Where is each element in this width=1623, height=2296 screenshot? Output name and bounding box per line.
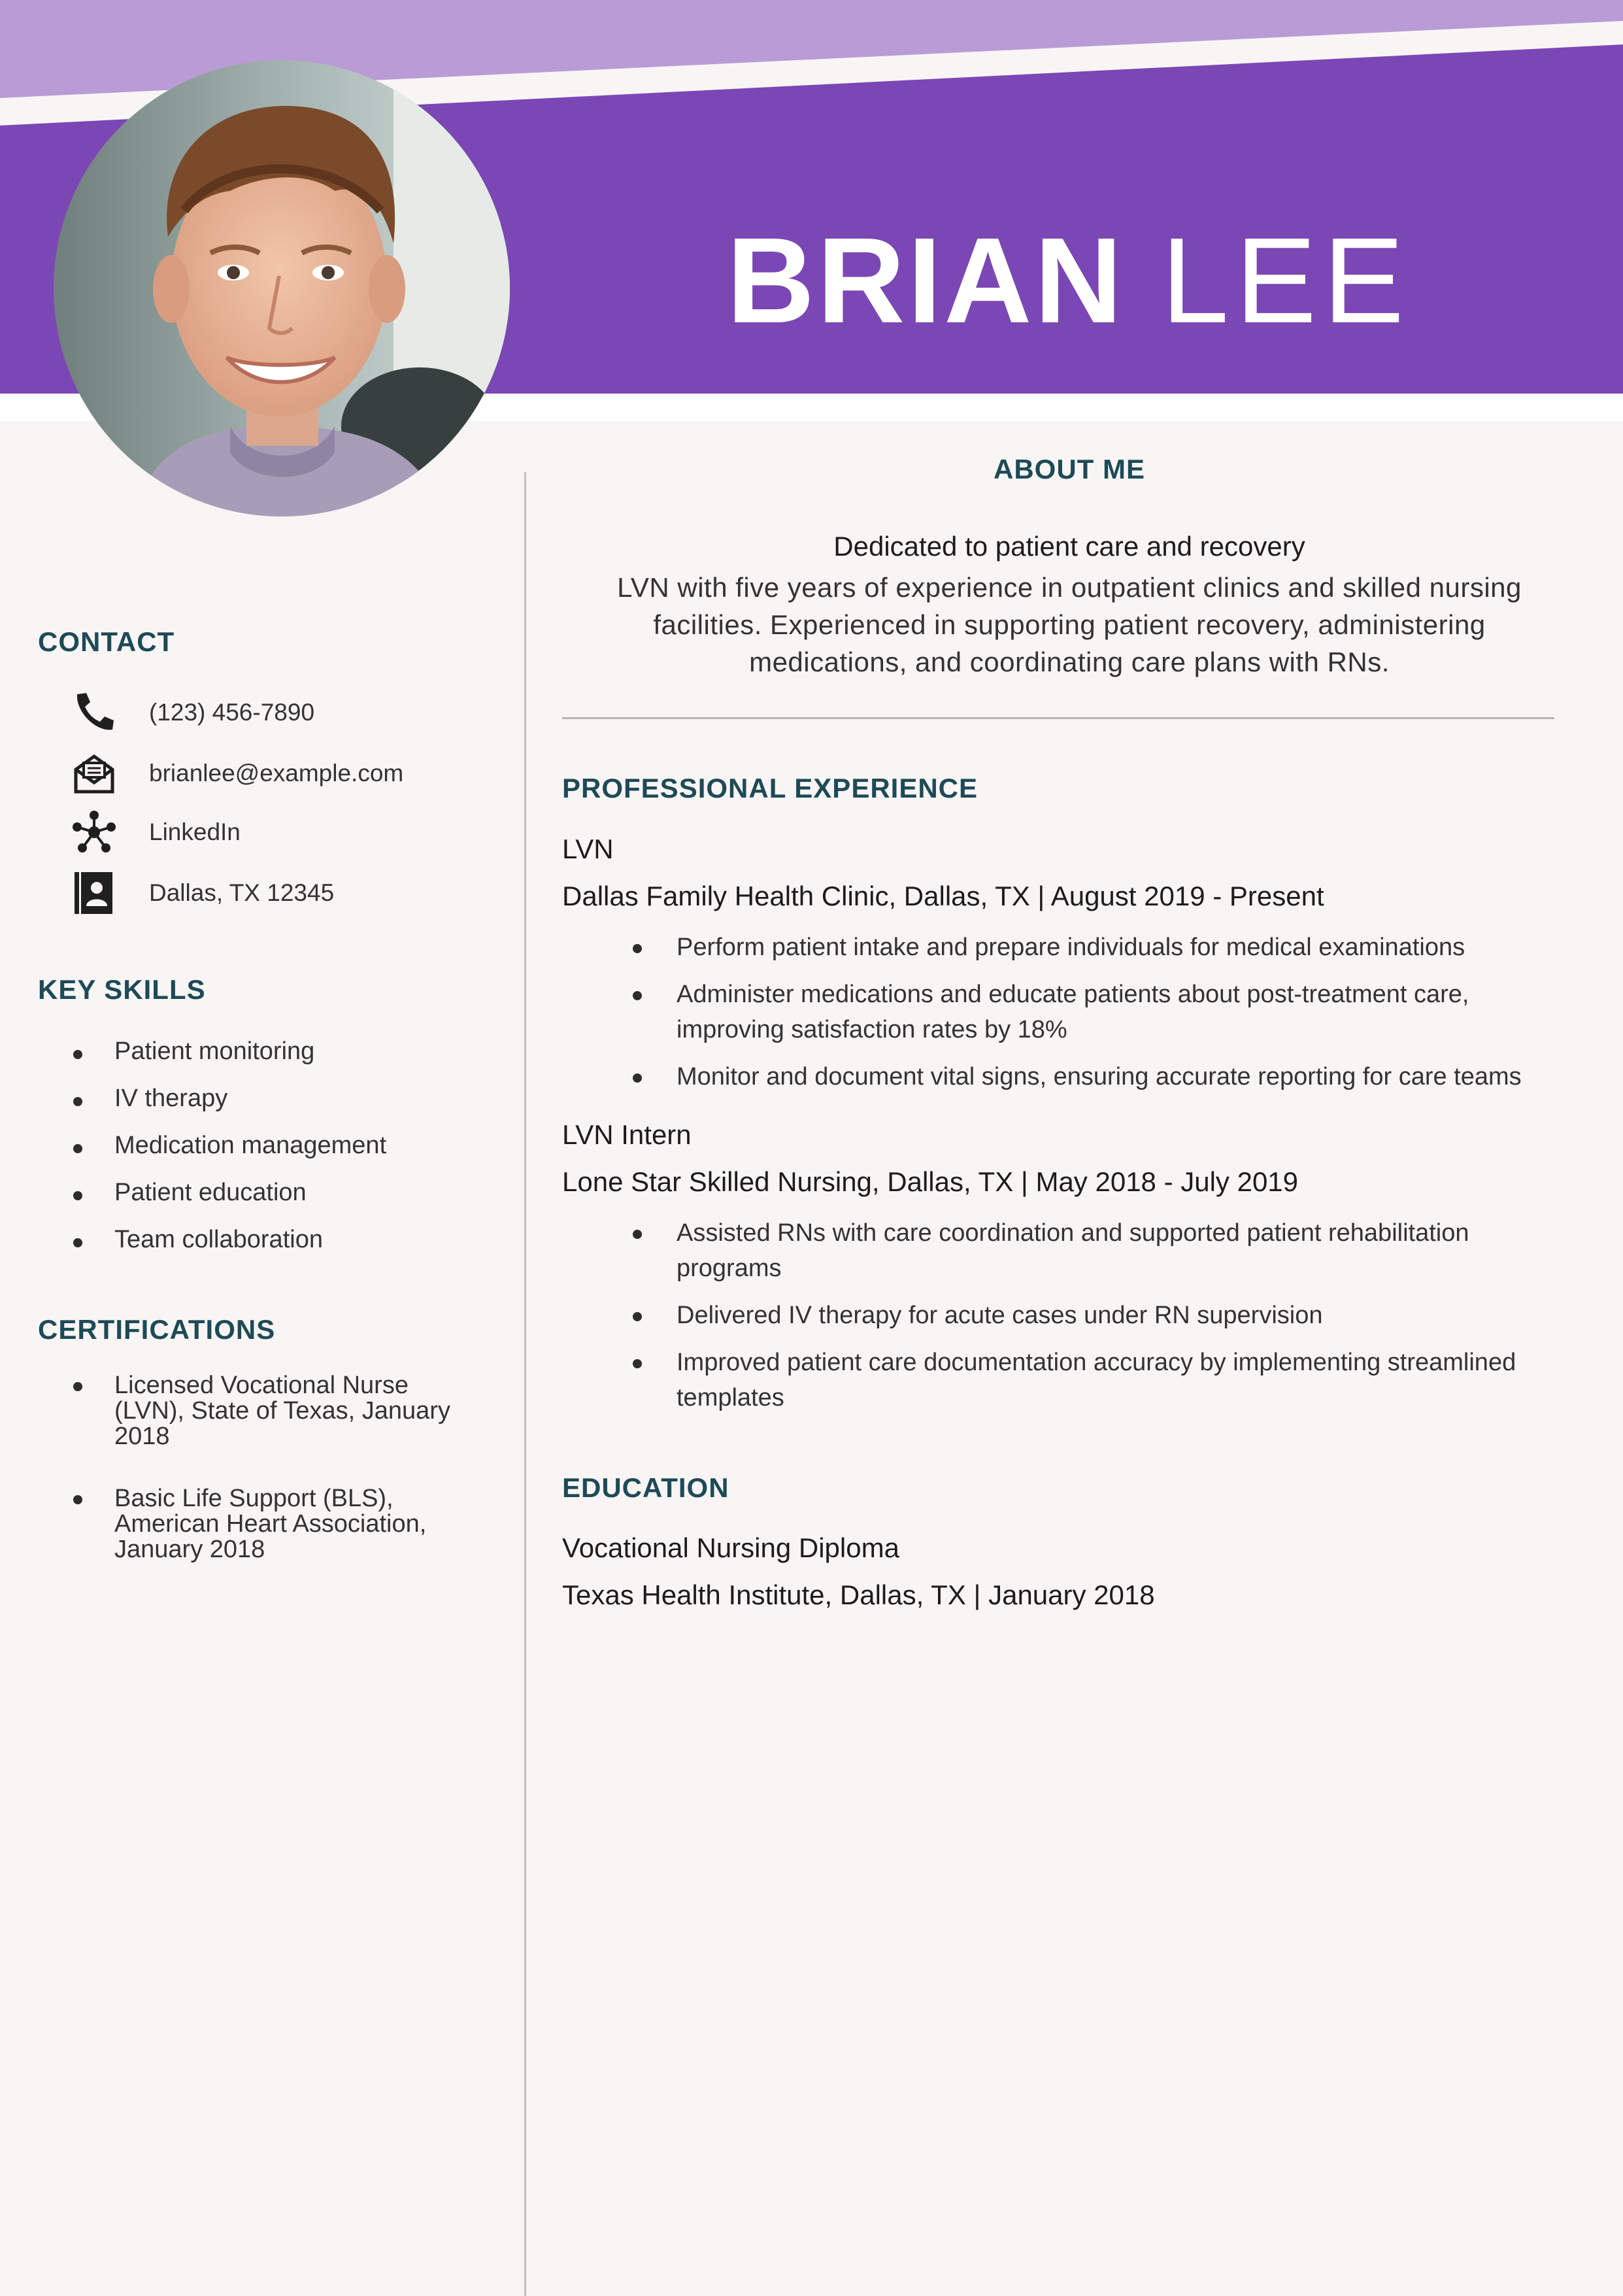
contact-heading: CONTACT [38, 626, 175, 657]
education-heading: EDUCATION [562, 1472, 729, 1503]
linkedin-link[interactable]: LinkedIn [149, 819, 241, 845]
list-item: Patient education [38, 1175, 482, 1223]
job-title: LVN Intern [562, 1119, 692, 1150]
last-name: LEE [1161, 213, 1411, 348]
candidate-name [667, 213, 1471, 348]
job-bullets [627, 1215, 1569, 1427]
certifications-heading: CERTIFICATIONS [38, 1314, 276, 1345]
first-name: BRIAN [726, 213, 1125, 348]
column-divider [524, 472, 526, 2296]
experience-heading: PROFESSIONAL EXPERIENCE [562, 773, 979, 803]
degree: Vocational Nursing Diploma [562, 1532, 899, 1563]
list-item: Monitor and document vital signs, ensuring accurate reporting for care teams [627, 1059, 1569, 1094]
list-item: Medication management [38, 1128, 482, 1175]
job-place: Lone Star Skilled Nursing, Dallas, TX | May 2018 - July 2019 [562, 1166, 1299, 1197]
job-title: LVN [562, 834, 614, 864]
contact-email [71, 747, 404, 800]
envelope-icon [71, 750, 118, 797]
certifications-list [38, 1373, 482, 1599]
list-item: Improved patient care documentation accuracy by implementing streamlined templates [627, 1345, 1569, 1415]
list-item: Basic Life Support (BLS), American Heart Association, January 2018 [38, 1486, 482, 1562]
school: Texas Health Institute, Dallas, TX | January 2018 [562, 1579, 1155, 1610]
about-tagline: Dedicated to patient care and recovery [833, 531, 1305, 562]
phone-number[interactable]: (123) 456-7890 [149, 699, 315, 726]
address-book-icon [71, 869, 118, 917]
about-text: LVN with five years of experience in outpatient clinics and skilled nursing facilities. Experienced in supporting patient recovery, administering medications, and coordinating care plans with RNs. [617, 572, 1522, 677]
location: Dallas, TX 12345 [149, 879, 335, 906]
job-place: Dallas Family Health Clinic, Dallas, TX | August 2019 - Present [562, 881, 1324, 911]
list-item: Perform patient intake and prepare individuals for medical examinations [627, 930, 1569, 965]
list-item: Team collaboration [38, 1223, 482, 1270]
network-icon [71, 809, 118, 856]
list-item: Administer medications and educate patients about post-treatment care, improving satisfaction rates by 18% [627, 977, 1569, 1047]
skills-heading: KEY SKILLS [38, 974, 206, 1005]
list-item: Assisted RNs with care coordination and supported patient rehabilitation programs [627, 1215, 1569, 1286]
email-address[interactable]: brianlee@example.com [149, 760, 404, 786]
list-item: IV therapy [38, 1081, 482, 1128]
list-item: Delivered IV therapy for acute cases under RN supervision [627, 1298, 1569, 1333]
contact-phone [71, 686, 315, 739]
list-item: Patient monitoring [38, 1034, 482, 1081]
skills-list [38, 1034, 482, 1270]
about-heading: ABOUT ME [994, 454, 1145, 484]
section-divider [562, 717, 1554, 719]
job-bullets [627, 930, 1569, 1106]
list-item: Licensed Vocational Nurse (LVN), State of Texas, January 2018 [38, 1373, 482, 1449]
profile-photo [54, 60, 510, 516]
contact-location [71, 867, 335, 919]
contact-linkedin [71, 806, 241, 858]
phone-icon [71, 689, 118, 736]
